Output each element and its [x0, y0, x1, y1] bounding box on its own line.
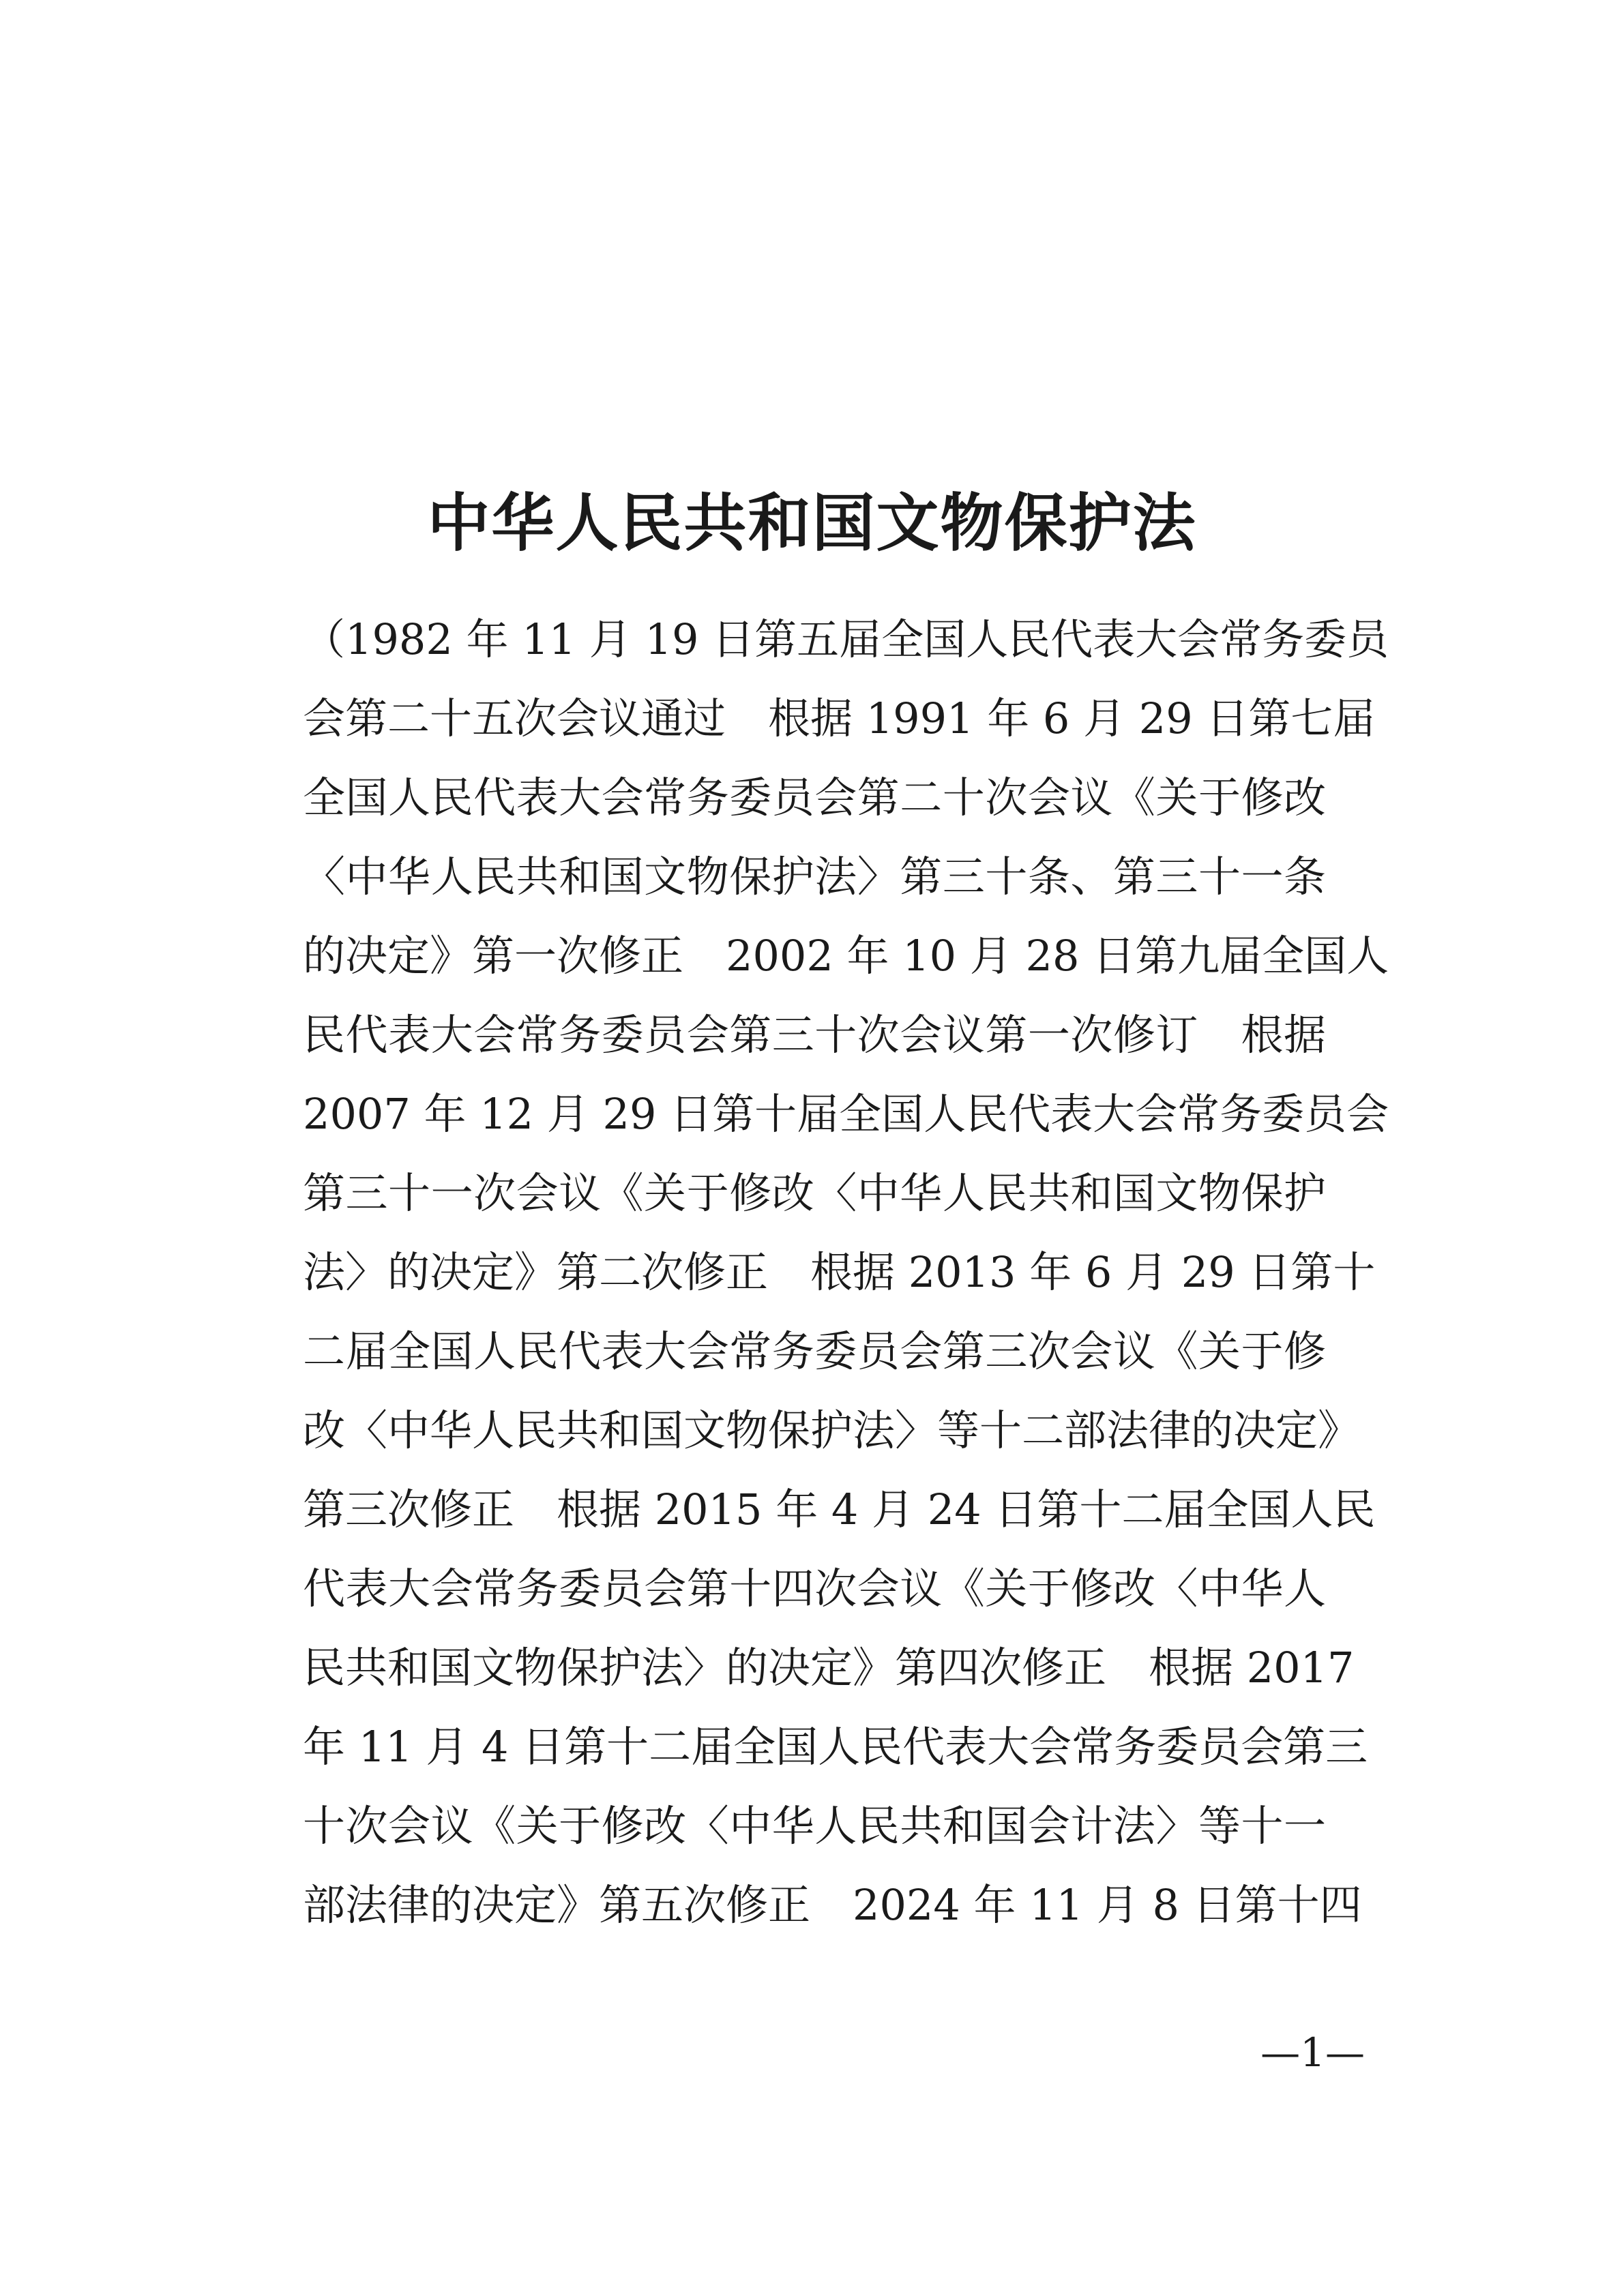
preamble-line: 民代表大会常务委员会第三十次会议第一次修订 根据: [303, 1010, 1326, 1060]
page-number: —1—: [1260, 2029, 1365, 2076]
preamble-line: 〈中华人民共和国文物保护法〉第三十条、第三十一条: [303, 852, 1326, 901]
preamble-line: 法〉的决定》第二次修正 根据 2013 年 6 月 29 日第十: [303, 1247, 1376, 1297]
preamble-line: 民共和国文物保护法〉的决定》第四次修正 根据 2017: [303, 1643, 1355, 1693]
preamble-line: 部法律的决定》第五次修正 2024 年 11 月 8 日第十四: [303, 1880, 1362, 1930]
preamble-line: 会第二十五次会议通过 根据 1991 年 6 月 29 日第七届: [303, 694, 1376, 743]
preamble-line: 全国人民代表大会常务委员会第二十次会议《关于修改: [303, 773, 1326, 822]
preamble-line: 代表大会常务委员会第十四次会议《关于修改〈中华人: [303, 1564, 1326, 1613]
preamble-line: 年 11 月 4 日第十二届全国人民代表大会常务委员会第三: [303, 1722, 1368, 1772]
preamble-line: 改〈中华人民共和国文物保护法〉等十二部法律的决定》: [303, 1405, 1361, 1455]
preamble-line: 第三十一次会议《关于修改〈中华人民共和国文物保护: [303, 1168, 1326, 1218]
preamble-line: 2007 年 12 月 29 日第十届全国人民代表大会常务委员会: [303, 1089, 1389, 1139]
preamble-line: 十次会议《关于修改〈中华人民共和国会计法〉等十一: [303, 1801, 1326, 1851]
preamble-line: （1982 年 11 月 19 日第五届全国人民代表大会常务委员: [303, 614, 1389, 664]
document-title: 中华人民共和国文物保护法: [427, 486, 1197, 560]
preamble-line: 第三次修正 根据 2015 年 4 月 24 日第十二届全国人民: [303, 1485, 1376, 1534]
preamble-line: 的决定》第一次修正 2002 年 10 月 28 日第九届全国人: [303, 931, 1389, 981]
legislative-history-preamble: [303, 600, 1389, 1945]
preamble-line: 二届全国人民代表大会常务委员会第三次会议《关于修: [303, 1326, 1326, 1376]
